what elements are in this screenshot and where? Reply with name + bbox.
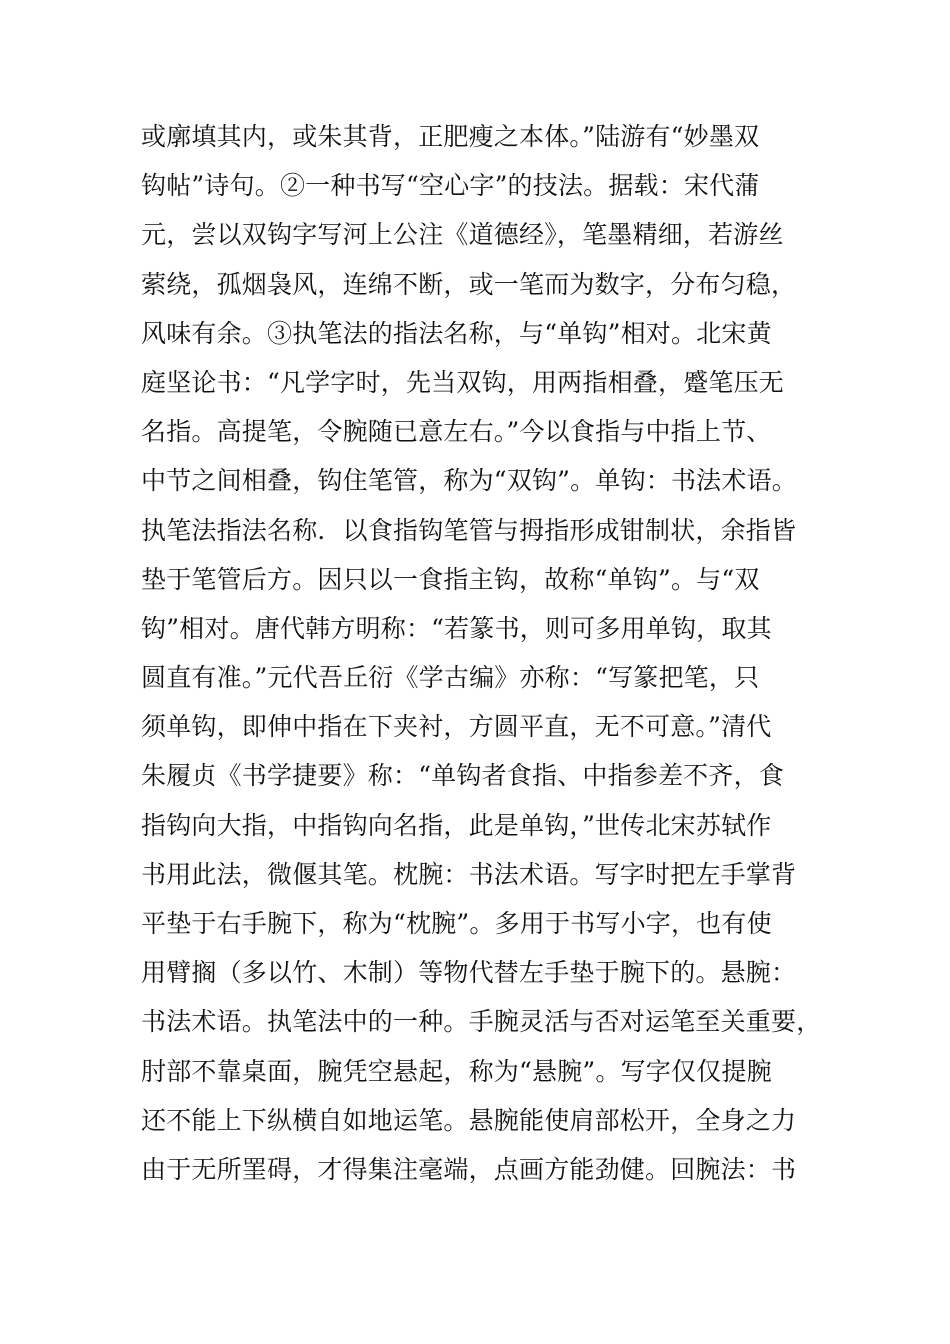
text-line: 由于无所罣碍，才得集注毫端，点画方能劲健。回腕法：书 xyxy=(141,1154,797,1184)
text-line: 或廓填其内，或朱其背，正肥瘦之本体。”陆游有“妙墨双 xyxy=(141,122,760,151)
text-line: 风味有余。③执笔法的指法名称，与“单钩”相对。北宋黄 xyxy=(141,318,772,348)
text-line: 萦绕，孤烟袅风，连绵不断，或一笔而为数字，分布匀稳， xyxy=(141,269,797,299)
text-line: 名指。高提笔，令腕随已意左右。”今以食指与中指上节、 xyxy=(141,417,772,447)
text-line: 垫于笔管后方。因只以一食指主钩，故称“单钩”。与“双 xyxy=(141,564,760,594)
text-line: 指钩向大指，中指钩向名指，此是单钩，”世传北宋苏轼作 xyxy=(141,810,772,840)
text-line: 执笔法指法名称．以食指钩笔管与拇指形成钳制状，余指皆 xyxy=(141,515,797,545)
body-text xyxy=(141,112,821,1194)
text-line: 肘部不靠桌面，腕凭空悬起，称为“悬腕”。写字仅仅提腕 xyxy=(141,1056,772,1086)
text-line: 钩”相对。唐代韩方明称：“若篆书，则可多用单钩，取其 xyxy=(141,613,772,643)
text-line: 圆直有准。”元代吾丘衍《学古编》亦称：“写篆把笔，只 xyxy=(141,663,760,693)
text-line: 朱履贞《书学捷要》称：“单钩者食指、中指参差不齐，食 xyxy=(141,761,784,791)
text-line: 还不能上下纵横自如地运笔。悬腕能使肩部松开，全身之力 xyxy=(141,1105,797,1135)
text-line: 用臂搁（多以竹、木制）等物代替左手垫于腕下的。悬腕： xyxy=(141,958,797,988)
text-line: 中节之间相叠，钩住笔管，称为“双钩”。单钩：书法术语。 xyxy=(141,466,797,496)
text-line: 书用此法，微偃其笔。枕腕：书法术语。写字时把左手掌背 xyxy=(141,859,797,889)
text-line: 钩帖”诗句。②一种书写“空心字”的技法。据载：宋代蒲 xyxy=(141,171,760,201)
text-line: 书法术语。执笔法中的一种。手腕灵活与否对运笔至关重要， xyxy=(141,1007,822,1037)
text-line: 元，尝以双钩字写河上公注《道德经》，笔墨精细，若游丝 xyxy=(141,220,784,250)
text-line: 庭坚论书：“凡学字时，先当双钩，用两指相叠，蹙笔压无 xyxy=(141,367,784,397)
text-line: 平垫于右手腕下，称为“枕腕”。多用于书写小字，也有使 xyxy=(141,909,772,938)
text-line: 须单钩，即伸中指在下夹衬，方圆平直，无不可意。”清代 xyxy=(141,712,772,742)
